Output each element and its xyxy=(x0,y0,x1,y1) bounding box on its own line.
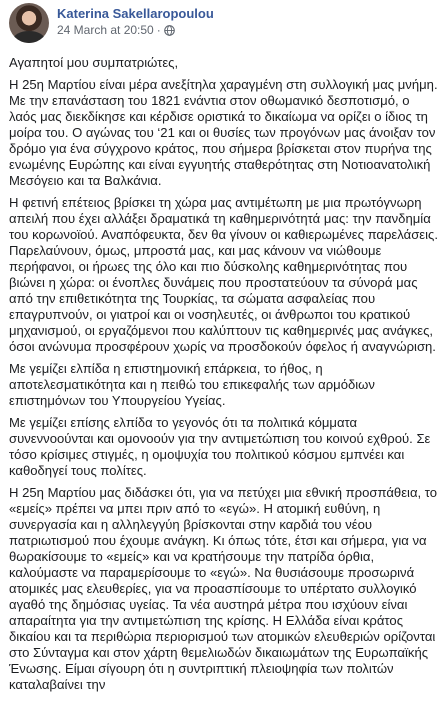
author-avatar[interactable] xyxy=(9,3,49,43)
post-header xyxy=(9,0,439,55)
post-paragraph: Με γεμίζει ελπίδα η επιστημονική επάρκεια, το ήθος, η αποτελεσματικότητα και η πειθώ του επικεφαλής των αρμόδιων επιστημόνων του Υπουργείου Υγείας. xyxy=(9,361,375,408)
post-paragraph: Η 25η Μαρτίου μας διδάσκει ότι, για να πετύχει μια εθνική προσπάθεια, το «εμείς» πρέπει να μπει πριν από το «εγώ». Η ατομική ευθύνη, η συνεργασία και η αλληλεγγύη βρίσκονται στην καρδιά του νέου πατριωτισμού που έχουμε ανάγκη. Κι όπως τότε, έτσι και σήμερα, για να θωρακίσουμε το «εμείς» και να κρατήσουμε την πατρίδα όρθια, καλούμαστε να παραμερίσουμε το «εγώ». Να θυσιάσουμε προσωρινά ατομικές μας ελευθερίες, για να προασπίσουμε το υπέρτατο συλλογικό αγαθό της δημόσιας υγείας. Τα νέα αυστηρά μέτρα που ισχύουν είναι απαραίτητα για την αντιμετώπιση της κρίσης. Η Ελλάδα είναι κράτος δικαίου και τα περιθώρια περιορισμού των ατομικών ελευθεριών ορίζονται στο Σύνταγμα και στον χάρτη θεμελιωδών δικαιωμάτων της Ευρωπαϊκής Ένωσης. Είμαι σίγουρη ότι η συντριπτική πλειοψηφία των πολιτών καταλαβαίνει την xyxy=(9,485,438,692)
post-meta xyxy=(57,23,214,38)
author-name-link[interactable]: Katerina Sakellaropoulou xyxy=(57,6,214,21)
post-paragraph: Αγαπητοί μου συμπατριώτες, xyxy=(9,55,179,70)
meta-separator: · xyxy=(156,23,161,37)
post-paragraph: Η 25η Μαρτίου είναι μέρα ανεξίτηλα χαραγμένη στη συλλογική μας μνήμη. Με την επανάσταση του 1821 ενάντια στον οθωμανικό δεσποτισμό, ο λαός μας διεκδίκησε και κέρδισε οριστικά το δικαίωμα να ορίζει ο ίδιος τη μοίρα του. Ο αγώνας του ‘21 και οι θυσίες των προγόνων μας άνοιξαν τον δρόμο για ένα σύγχρονο κράτος, που σήμερα βρίσκεται στον πυρήνα της ενωμένης Ευρώπης και είναι εγγυητής σταθερότητας στη Νοτιοανατολική Μεσόγειο και τα Βαλκάνια. xyxy=(9,77,438,188)
post-paragraph: Η φετινή επέτειος βρίσκει τη χώρα μας αντιμέτωπη με μια πρωτόγνωρη απειλή που έχει αλλάξει δραματικά τη καθημερινότητά μας: την πανδημία του κορωνοϊού. Αναπόφευκτα, δεν θα γίνουν οι καθιερωμένες παρελάσεις. Παρελαύνουν, όμως, μπροστά μας, και μας κάνουν να νιώθουμε περήφανοι, οι ήρωες της όλο και πιο δύσκολης καθημερινότητας που βιώνει η χώρα: οι ένοπλες δυνάμεις που προστατεύουν τα σύνορά μας από την επιθετικότητα της Τουρκίας, τα σώματα ασφαλείας που επαγρυπνούν, οι γιατροί και οι νοσηλευτές, οι άνθρωποι του κρατικού μηχανισμού, οι εργαζόμενοι που καλύπτουν τις καθημερινές μας ανάγκες, όσοι ανώνυμα προσφέρουν χωρίς να προσδοκούν όφελος ή αναγνώριση. xyxy=(9,195,438,354)
post-body xyxy=(9,55,439,693)
post-paragraph: Με γεμίζει επίσης ελπίδα το γεγονός ότι τα πολιτικά κόμματα συνεννοούνται και ομονοούν για την αντιμετώπιση του κοινού εχθρού. Σε τόσο κρίσιμες στιγμές, η ομοψυχία του πολιτικού κόσμου εμπνέει και καθοδηγεί τους πολίτες. xyxy=(9,415,431,478)
post-timestamp[interactable]: 24 March at 20:50 xyxy=(57,23,154,37)
globe-icon[interactable] xyxy=(164,25,175,36)
author-block xyxy=(57,3,214,38)
avatar-figure xyxy=(13,31,45,43)
